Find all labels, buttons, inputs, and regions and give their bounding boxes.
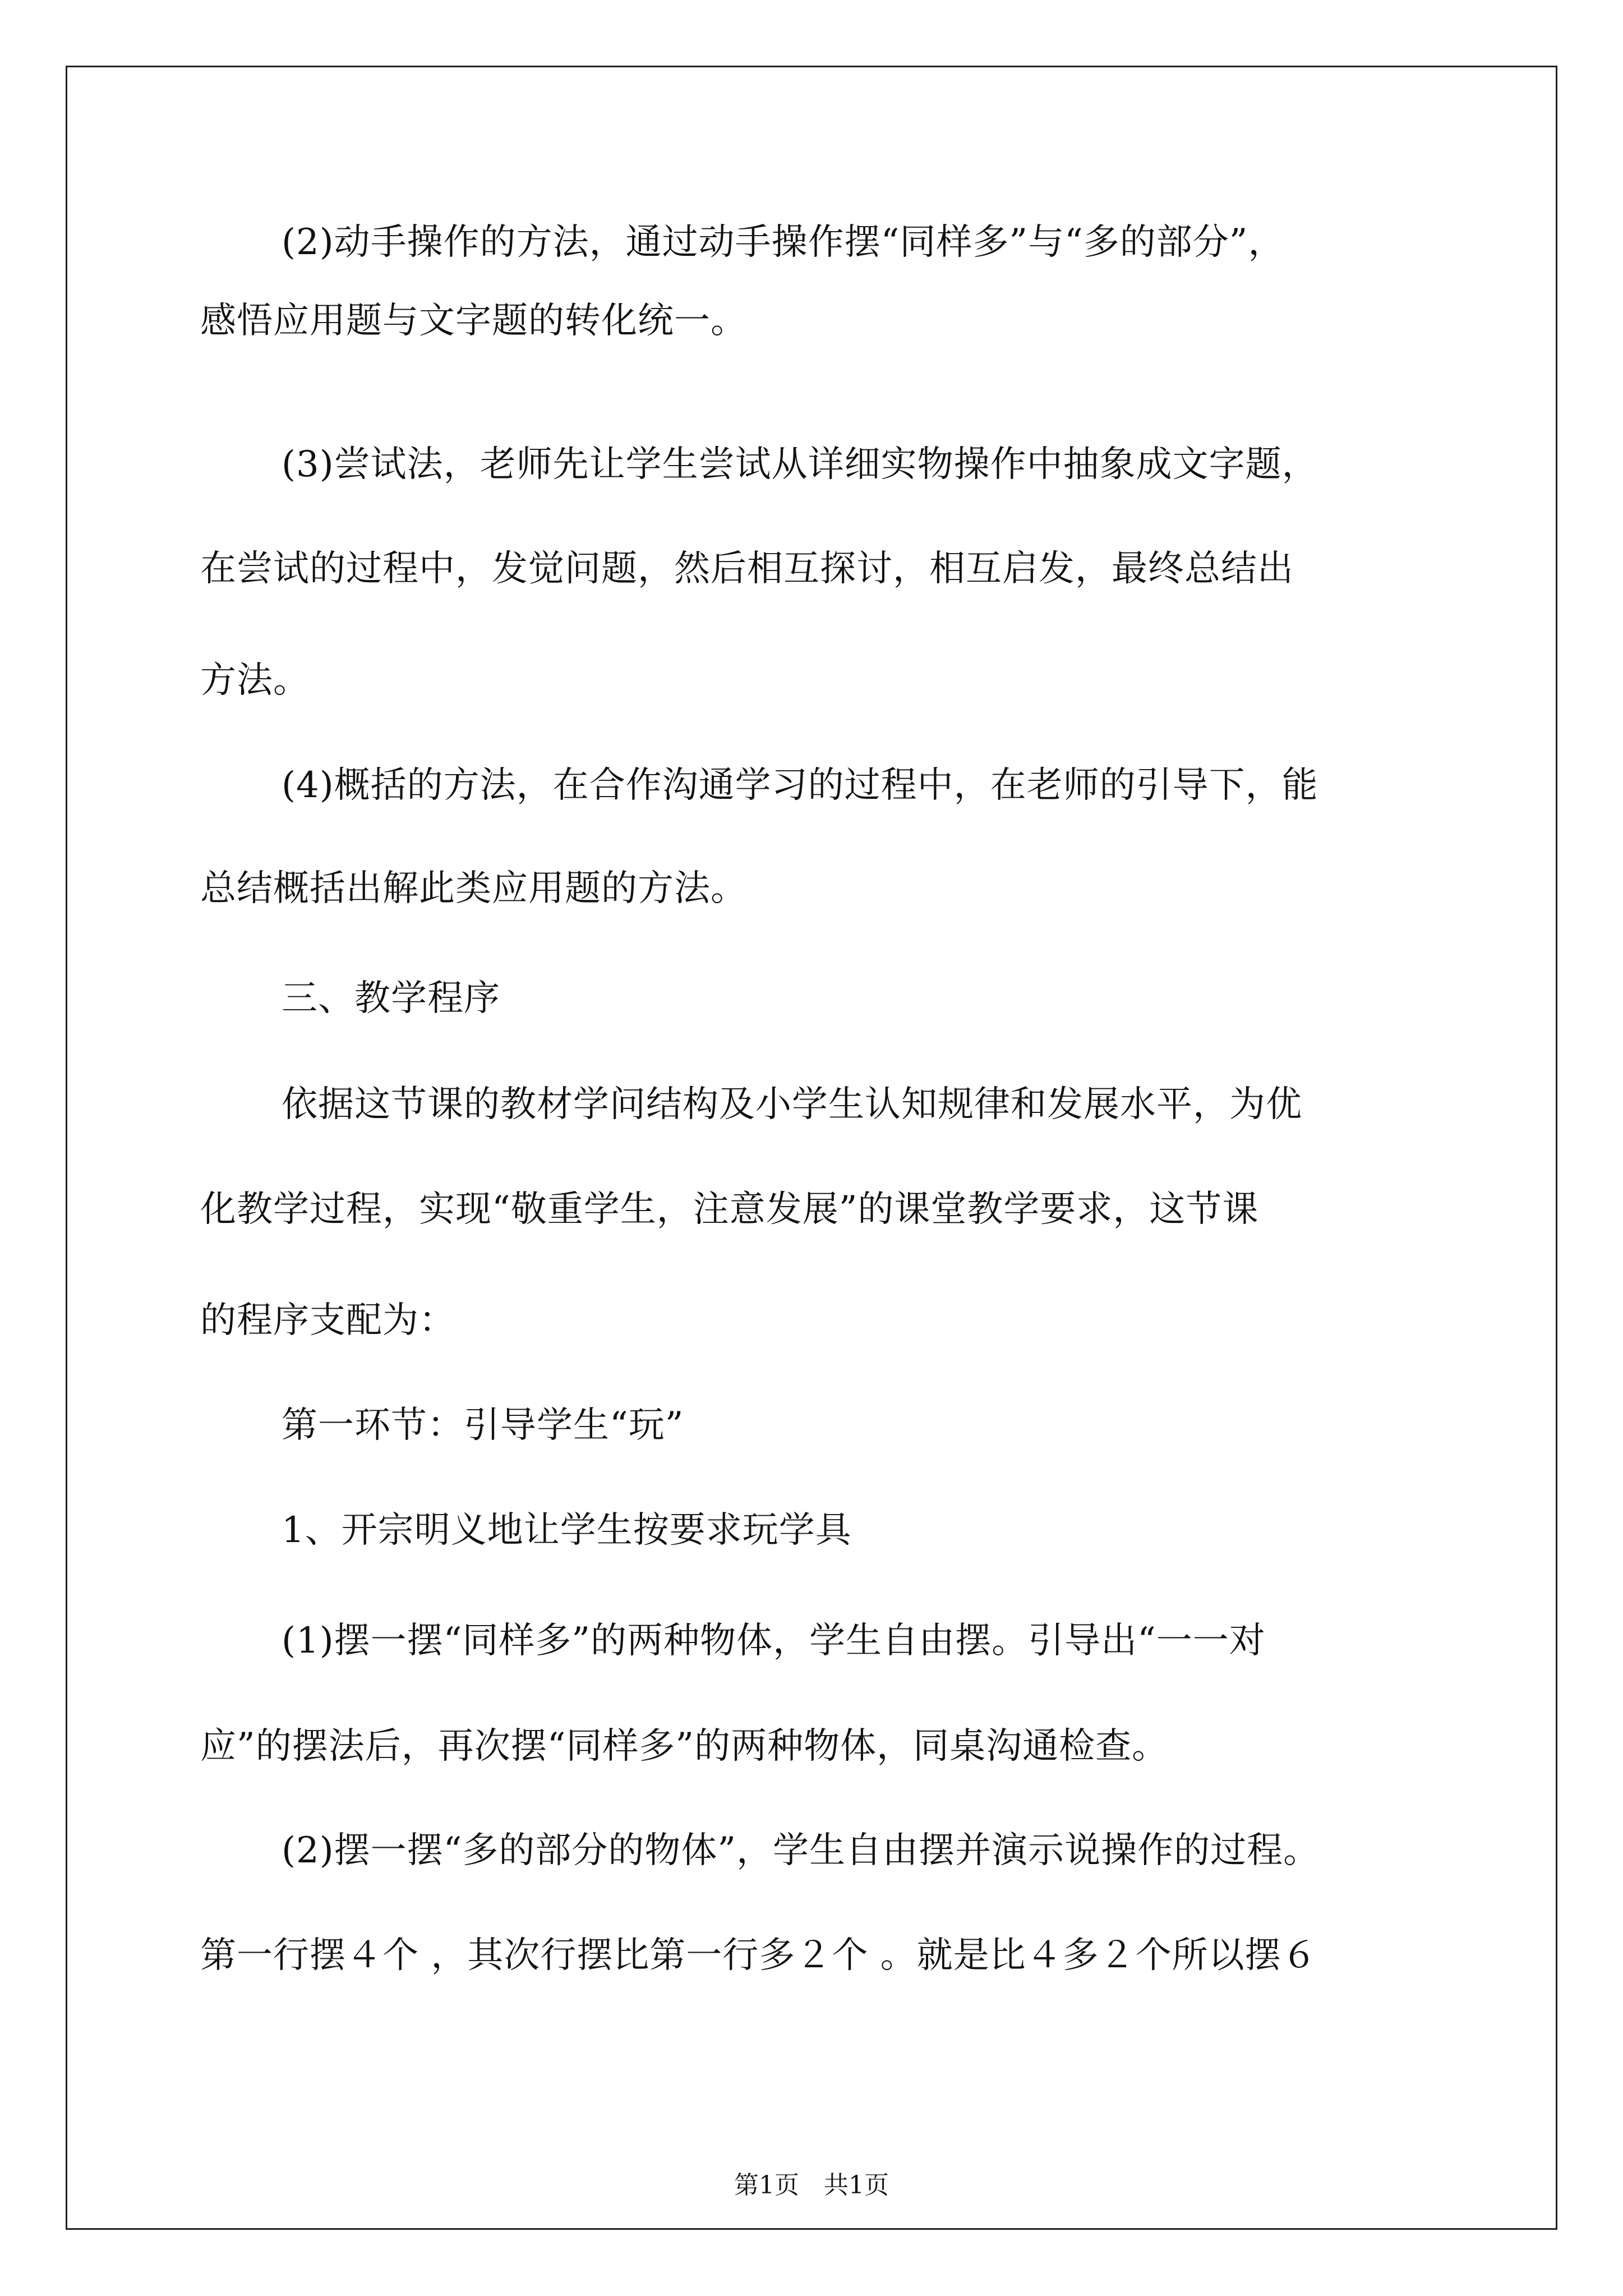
paragraph-line: 依据这节课的教材学问结构及小学生认知规律和发展水平，为优 <box>282 1084 1302 1125</box>
paragraph-line: 总结概括出解此类应用题的方法。 <box>200 868 747 909</box>
paragraph-line: 在尝试的过程中，发觉问题，然后相互探讨，相互启发，最终总结出 <box>200 548 1294 590</box>
paragraph-line: 方法。 <box>200 660 310 701</box>
section-heading: 三、教学程序 <box>282 978 500 1019</box>
paragraph-line: (1)摆一摆“同样多”的两种物体，学生自由摆。引导出“一一对 <box>282 1620 1266 1662</box>
paragraph-line: 第一环节：引导学生“玩” <box>282 1405 684 1446</box>
paragraph-line: 应”的摆法后，再次摆“同样多”的两种物体，同桌沟通检查。 <box>200 1726 1169 1767</box>
paragraph-line: (3)尝试法，老师先让学生尝试从详细实物操作中抽象成文字题， <box>282 444 1318 485</box>
paragraph-line: (2)摆一摆“多的部分的物体”，学生自由摆并演示说操作的过程。 <box>282 1830 1320 1871</box>
paragraph-line: 1、开宗明义地让学生按要求玩学具 <box>282 1510 852 1551</box>
paragraph-line: (4)概括的方法，在合作沟通学习的过程中，在老师的引导下，能 <box>282 765 1318 806</box>
paragraph-line: 的程序支配为： <box>200 1300 455 1341</box>
paragraph-line: (2)动手操作的方法，通过动手操作摆“同样多”与“多的部分”， <box>282 222 1285 263</box>
paragraph-line: 第一行摆４个 ，其次行摆比第一行多２个 。就是比４多２个所以摆６ <box>200 1935 1318 1976</box>
paragraph-line: 感悟应用题与文字题的转化统一。 <box>200 300 747 342</box>
paragraph-line: 化教学过程，实现“敬重学生，注意发展”的课堂教学要求，这节课 <box>200 1189 1259 1230</box>
page-number-footer: 第1页 共1页 <box>734 2171 889 2200</box>
page-border <box>66 66 1557 2230</box>
